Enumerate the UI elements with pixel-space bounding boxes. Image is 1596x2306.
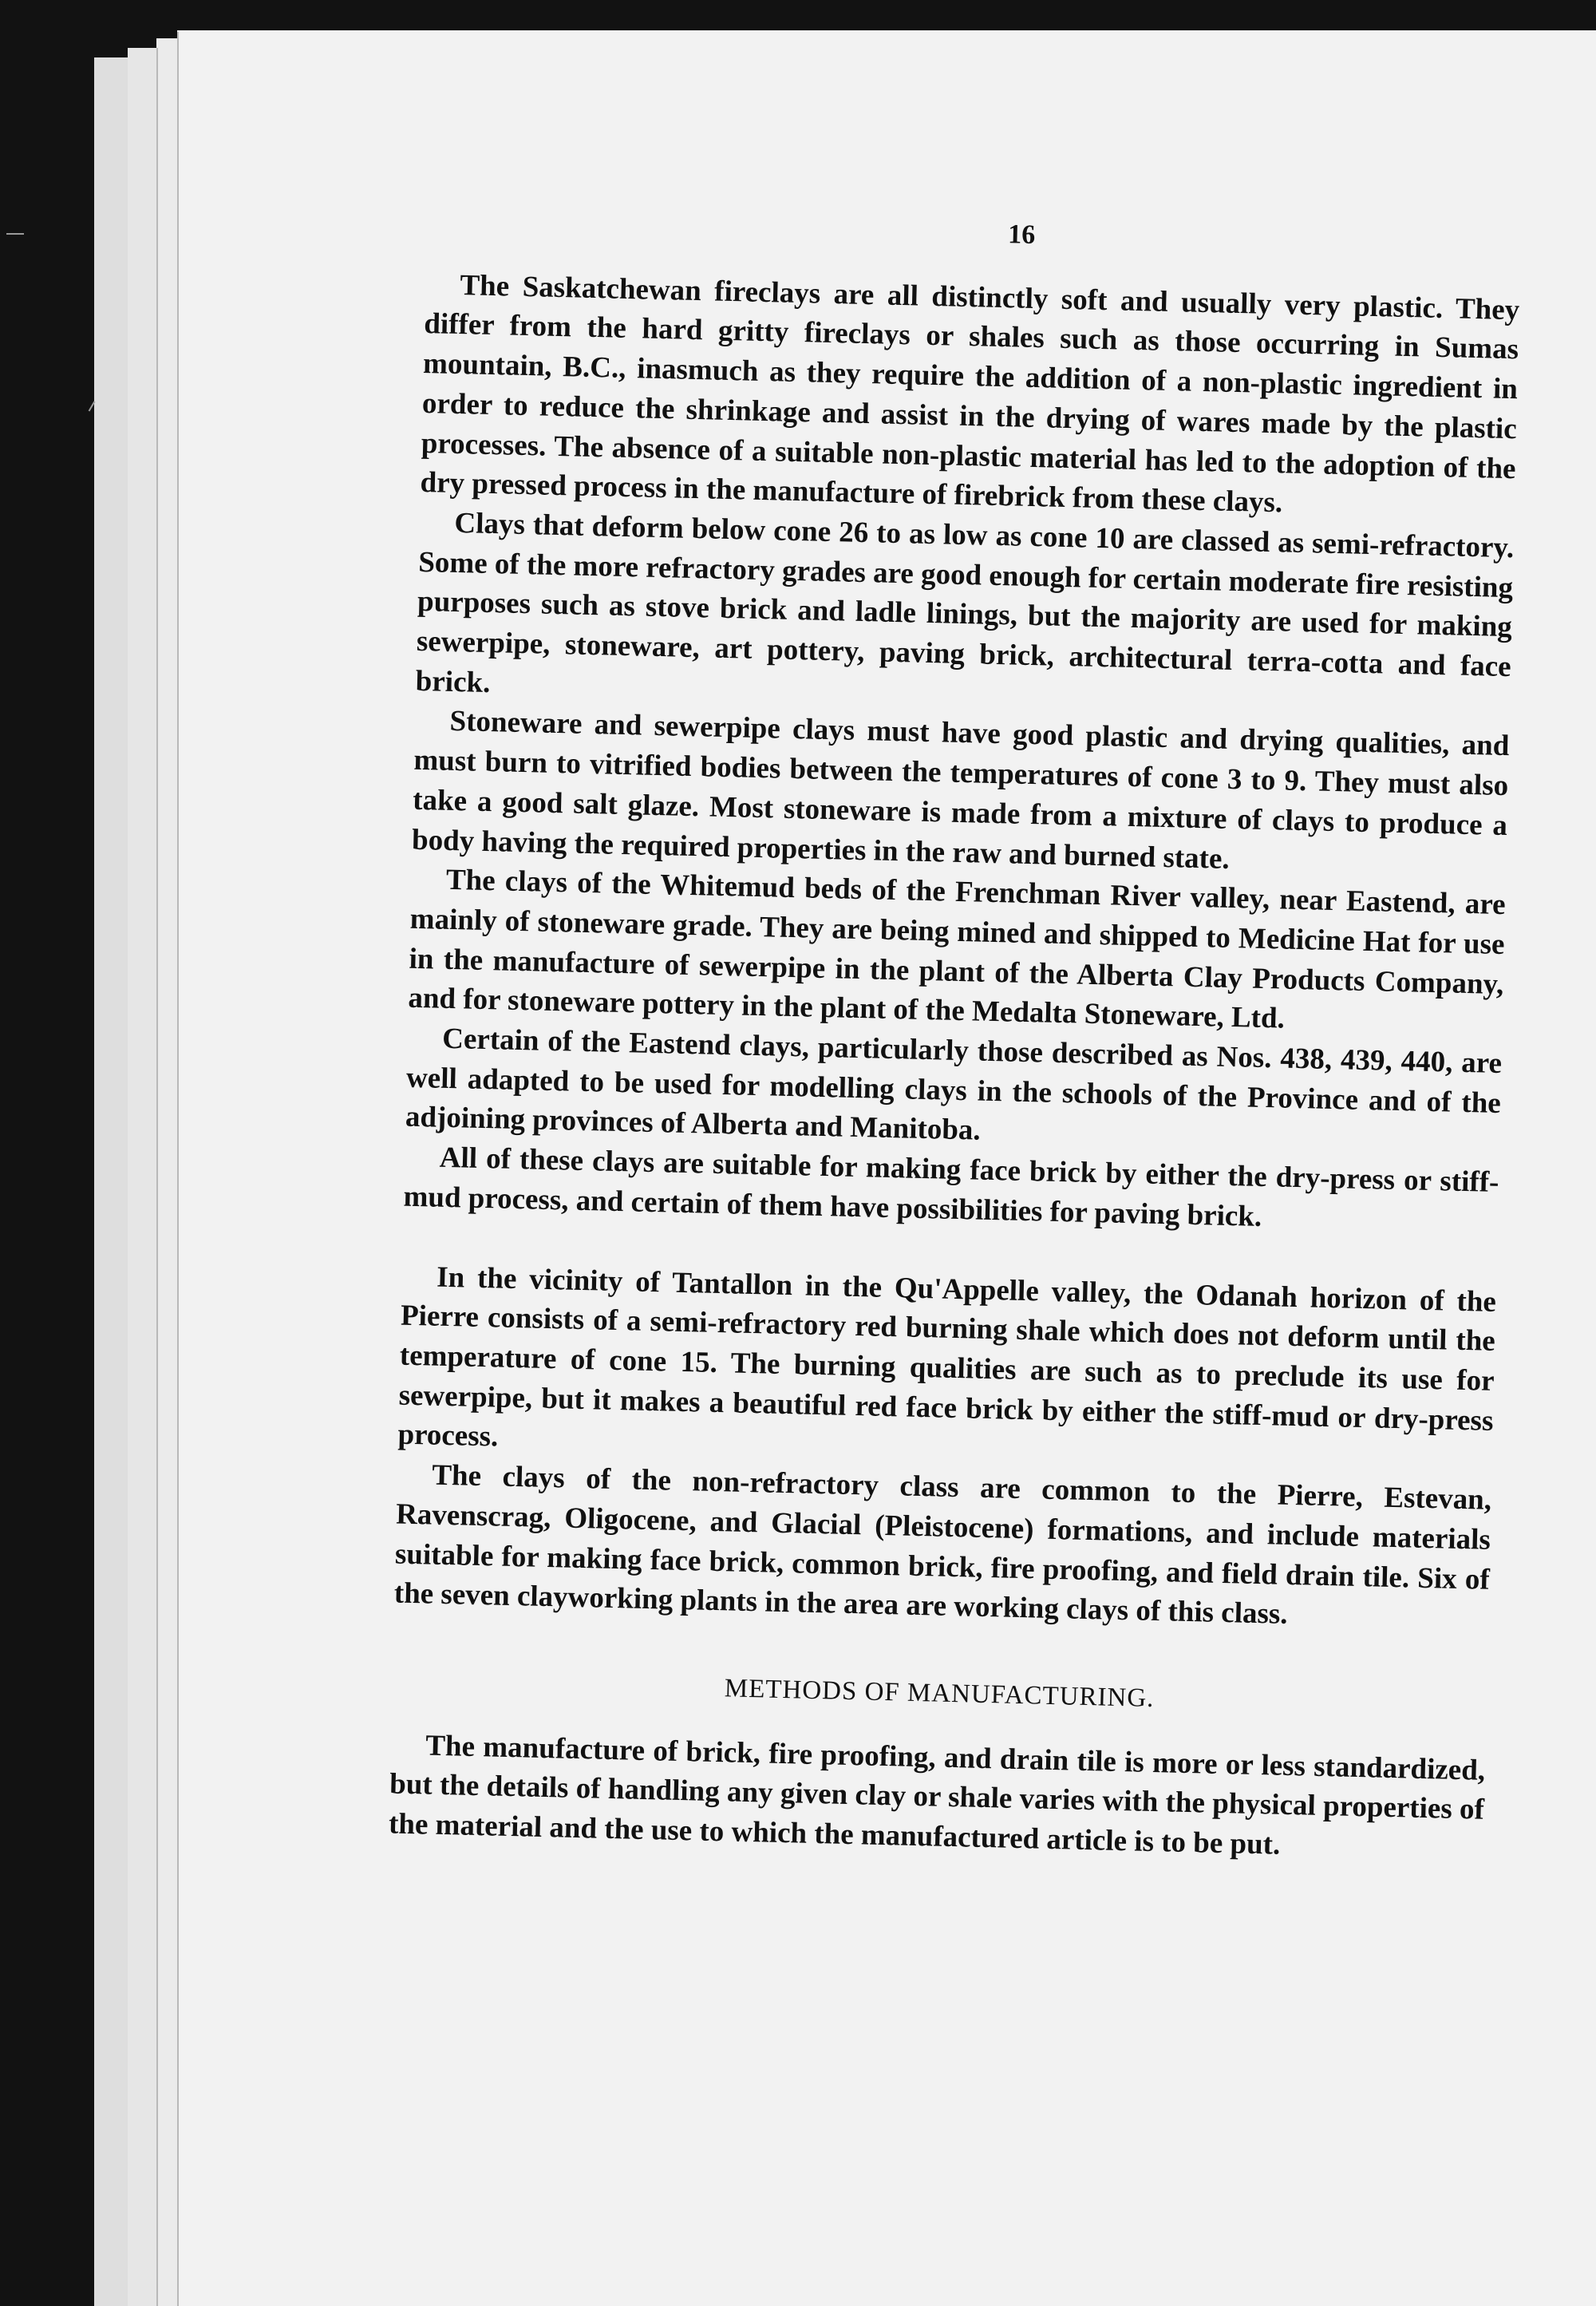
paragraph: The clays of the Whitemud beds of the Frenchman River valley, near Eastend, are mainly of stoneware grade. They are being mined and shipped to Medicine Hat for use in the manufacture of sewerpipe in the plant of the Alberta Clay Products Company, and for stoneware pottery in the plant of the Medalta Stoneware, Ltd. <box>407 864 1507 1035</box>
paragraph: Stoneware and sewerpipe clays must have good plastic and drying qualities, and must burn to vitrified bodies between the temperatures of cone 3 to 9. They must also take a good salt glaze. Most stoneware is made from a mixture of clays to produce a body having the required properties in the raw and burned state. <box>411 705 1510 876</box>
paragraph: Clays that deform below cone 26 to as low as cone 10 are classed as semi-refractory. Some of the more refractory grades are good enough for certain moderate fire resisting purposes such as stove brick and ladle linings, but the majority are used for making sewerpipe, stoneware, art pottery, paving brick, architectural terra-cotta and face brick. <box>415 506 1515 699</box>
paragraph: The Saskatchewan fireclays are all distinctly soft and usually very plastic. They differ from the hard gritty fireclays or shales such as those occurring in Sumas mountain, B.C., inasmuch as they require the addition of a non-plastic ingredient in order to reduce the shrinkage and assist in the drying of wares made by the plastic processes. The absence of a suitable non-plastic material has led to the adoption of the dry pressed process in the manufacture of firebrick from these clays. <box>420 268 1520 520</box>
paragraph: All of these clays are suitable for making face brick by either the dry-press or stiff-mud process, and certain of them have possibilities for paving brick. <box>403 1141 1499 1233</box>
page-text <box>388 201 1521 1869</box>
section-heading: METHODS OF MANUFACTURING. <box>724 1674 1155 1713</box>
paragraph: Certain of the Eastend clays, particularly those described as Nos. 438, 439, 440, are well adapted to be used for modelling clays in the schools of the Province and of the adjoining provinces of Alberta and Manitoba. <box>405 1022 1503 1148</box>
paragraph: The clays of the non-refractory class are common to the Pierre, Estevan, Ravenscrag, Oligocene, and Glacial (Pleistocene) formations, and include materials suitable for making face brick, common brick, fire proofing, and field drain tile. Six of the seven clayworking plants in the area are working clays of this class. <box>393 1458 1492 1632</box>
page-edge-line <box>177 32 179 2306</box>
paragraph: In the vicinity of Tantallon in the Qu'Appelle valley, the Odanah horizon of the Pierre consists of a semi-refractory red burning shale which does not deform until the temperature of cone 15. The burning qualities are such as to preclude its use for sewerpipe, but it makes a beautiful red face brick by either the stiff-mud or dry-press process. <box>397 1260 1497 1454</box>
scan-mark <box>6 233 24 235</box>
paragraph: The manufacture of brick, fire proofing, and drain tile is more or less standardized, but the details of handling any given clay or shale varies with the physical properties of the material and the use to which the manufactured article is to be put. <box>388 1729 1486 1861</box>
page-edge-line <box>156 48 158 2306</box>
page-number: 16 <box>1007 220 1036 250</box>
